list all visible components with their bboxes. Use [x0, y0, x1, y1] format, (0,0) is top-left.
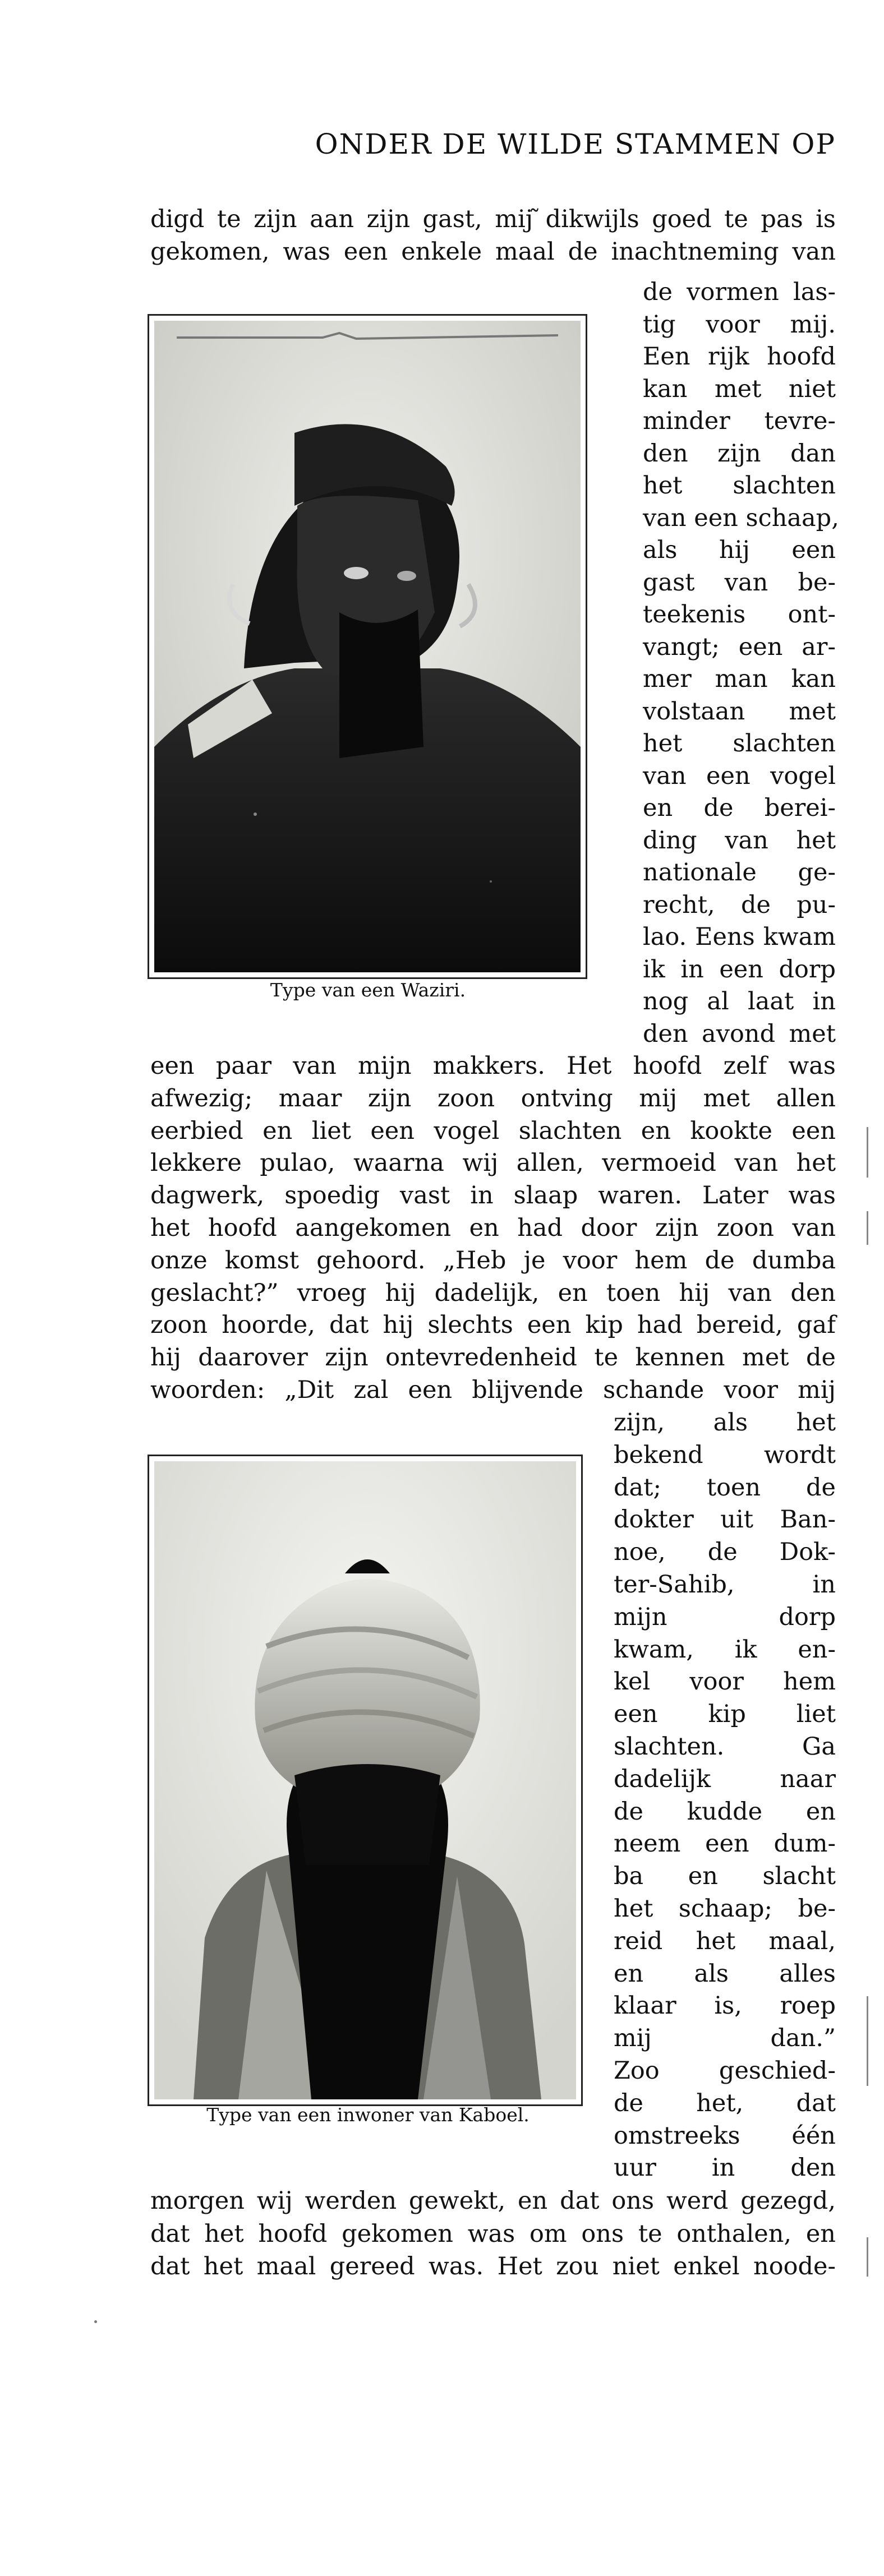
text-line: gast van be- — [643, 568, 836, 597]
text-line: tig voor mij. — [643, 310, 836, 339]
text-line: de vormen las- — [643, 278, 836, 306]
text-line: een kip liet — [614, 1700, 836, 1729]
figure-kaboel — [148, 1455, 583, 2106]
text-line: ter-Sahib, in — [614, 1571, 836, 1599]
figure-caption-waziri: Type van een Waziri. — [270, 979, 466, 1001]
text-line: een paar van mijn makkers. Het hoofd zelf was — [150, 1052, 836, 1080]
text-line: dagwerk, spoedig vast in slaap waren. Later was — [150, 1181, 836, 1210]
text-line: ba en slacht — [614, 1862, 836, 1891]
text-line: digd te zijn aan zijn gast, mij ̃dikwijls goed te pas is — [150, 205, 836, 233]
text-line: omstreeks één — [614, 2121, 836, 2150]
text-line: noe, de Dok- — [614, 1538, 836, 1567]
text-line: als hij een — [643, 536, 836, 564]
text-line: nog al laat in — [643, 987, 836, 1015]
text-line: recht, de pu- — [643, 890, 836, 919]
text-line: den avond met — [643, 1019, 836, 1048]
text-line: onze komst gehoord. „Heb je voor hem de dumba — [150, 1246, 836, 1275]
text-line: Een rijk hoofd — [643, 343, 836, 371]
text-line: minder tevre- — [643, 407, 836, 435]
text-line: nationale ge- — [643, 858, 836, 887]
text-line: bekend wordt — [614, 1441, 836, 1469]
figure-caption-kaboel: Type van een inwoner van Kaboel. — [206, 2104, 530, 2126]
text-line: kan met niet — [643, 375, 836, 403]
running-head: ONDER DE WILDE STAMMEN OP — [315, 128, 836, 160]
text-line: de kudde en — [614, 1797, 836, 1826]
scan-speck — [94, 2320, 97, 2323]
kaboel-portrait — [154, 1461, 576, 2099]
text-line: zoon hoorde, dat hij slechts een kip had bereid, gaf — [150, 1311, 836, 1340]
text-line: klaar is, roep — [614, 1992, 836, 2020]
text-line: slachten. Ga — [614, 1733, 836, 1761]
text-line: dat; toen de — [614, 1473, 836, 1502]
figure-waziri — [148, 314, 587, 979]
text-line: dadelijk naar — [614, 1765, 836, 1793]
text-line: het slachten — [643, 472, 836, 500]
text-line: morgen wij werden gewekt, en dat ons werd gezegd, — [150, 2187, 836, 2215]
text-line: afwezig; maar zijn zoon ontving mij met allen — [150, 1084, 836, 1112]
text-line: lao. Eens kwam — [643, 923, 836, 951]
text-line: ik in een dorp — [643, 955, 836, 984]
text-line: geslacht?” vroeg hij dadelijk, en toen hij van den — [150, 1278, 836, 1307]
text-line: de het, dat — [614, 2089, 836, 2117]
text-line: hij daarover zijn ontevredenheid te kennen met de — [150, 1344, 836, 1372]
text-line: reid het maal, — [614, 1927, 836, 1955]
text-line: en als alles — [614, 1959, 836, 1988]
text-line: kel voor hem — [614, 1668, 836, 1696]
text-line: lekkere pulao, waarna wij allen, vermoeid van het — [150, 1149, 836, 1178]
text-line: zijn, als het — [614, 1409, 836, 1437]
text-line: dat het hoofd gekomen was om ons te onthalen, en — [150, 2219, 836, 2248]
waziri-portrait — [154, 321, 581, 972]
text-line: vangt; een ar- — [643, 633, 836, 661]
text-line: het slachten — [643, 730, 836, 758]
text-line: teekenis ont- — [643, 601, 836, 629]
text-line: woorden: „Dit zal een blijvende schande voor mij — [150, 1376, 836, 1404]
text-line: eerbied en liet een vogel slachten en kookte een — [150, 1116, 836, 1145]
scan-edge-mark — [867, 2237, 868, 2277]
text-line: den zijn dan — [643, 439, 836, 468]
text-line: volstaan met — [643, 697, 836, 726]
text-line: mij dan.” — [614, 2024, 836, 2053]
text-line: en de berei- — [643, 794, 836, 822]
text-line: gekomen, was een enkele maal de inachtneming van — [150, 238, 836, 266]
text-line: ding van het — [643, 826, 836, 855]
text-line: mijn dorp — [614, 1603, 836, 1631]
text-line: uur in den — [614, 2154, 836, 2182]
text-line: Zoo geschied- — [614, 2057, 836, 2085]
scan-edge-mark — [867, 1211, 868, 1245]
photo-kaboel — [154, 1461, 576, 2099]
text-line: neem een dum- — [614, 1830, 836, 1858]
photo-waziri — [154, 321, 581, 972]
text-line: van een schaap, — [643, 504, 839, 532]
text-line: mer man kan — [643, 665, 836, 693]
scan-edge-mark — [867, 1127, 868, 1178]
scan-edge-mark — [867, 1996, 868, 2086]
text-line: dokter uit Ban- — [614, 1506, 836, 1534]
text-line: dat het maal gereed was. Het zou niet enkel noode- — [150, 2252, 836, 2280]
text-line: het hoofd aangekomen en had door zijn zoon van — [150, 1214, 836, 1242]
text-line: het schaap; be- — [614, 1895, 836, 1923]
text-line: kwam, ik en- — [614, 1635, 836, 1664]
text-line: van een vogel — [643, 761, 836, 790]
